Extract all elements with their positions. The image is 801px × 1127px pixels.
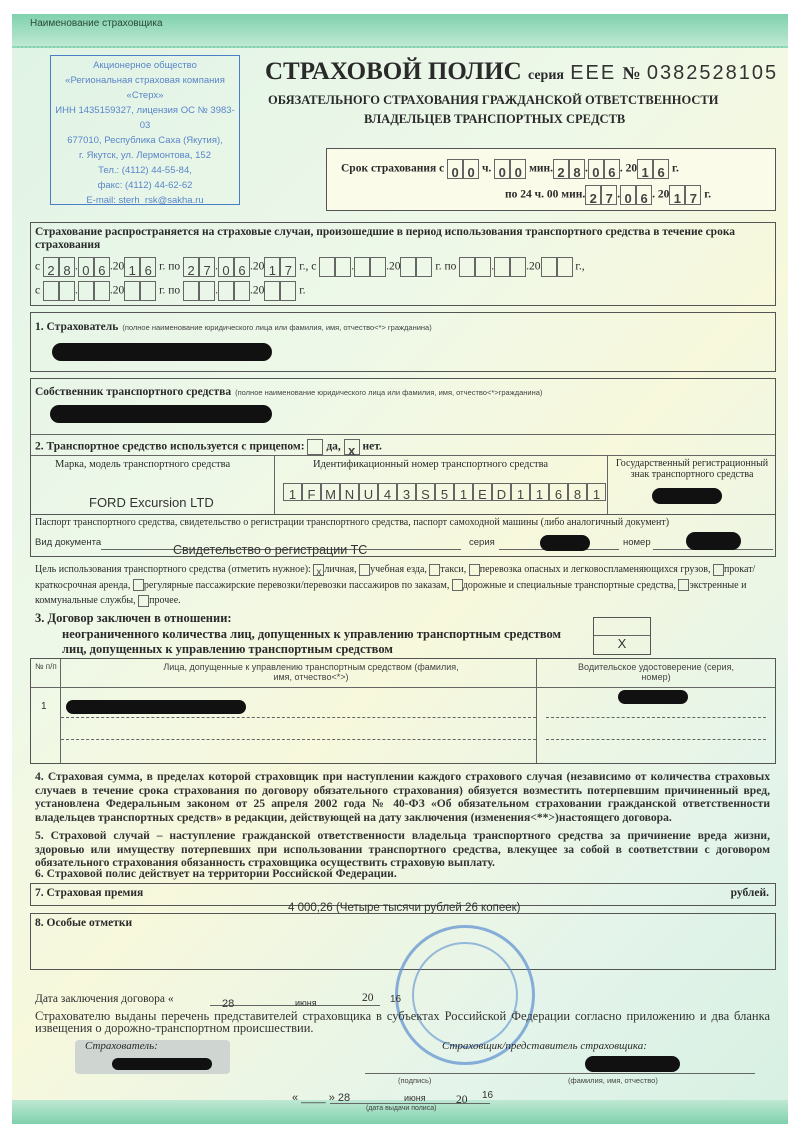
purpose-option: регулярные пассажирские перевозки/перевозки пассажиров по заказам, — [143, 579, 450, 591]
redacted-insured-signature — [112, 1058, 212, 1070]
issued-text: Страхователю выданы перечень представителей страховщика в субъектах Российской Федерации согласно приложению и два бланка извещения о дорожно-транспортном происшествии. — [35, 1009, 770, 1035]
stamp-line: г. Якутск, ул. Лермонтова, 152 — [79, 150, 211, 161]
clause-6: 6. Страховой полис действует на территории Российской Федерации. — [35, 867, 397, 880]
make-label: Марка, модель транспортного средства — [55, 459, 231, 470]
passport-box: Паспорт транспортного средства, свидетельство о регистрации транспортного средства, паспорт самоходной машины (либо аналогичный документ) Вид документа Свидетельство о регистрации ТС серия номер — [30, 515, 776, 557]
purpose-checkbox[interactable] — [469, 564, 480, 576]
redacted-owner — [50, 405, 272, 423]
clause-5: 5. Страховой случай – наступление гражданской ответственности владельца транспортного средства за причинение вреда жизни, здоровью или имуществу потерпевших при использовании транспортного средства, влекущее за собой в соответствии с договором обязательного страхования обязанность страховщика осуществить страховую выплату. — [35, 829, 770, 869]
redacted-driver — [66, 700, 246, 714]
purpose-option: дорожные и специальные транспортные средства, — [462, 579, 676, 591]
purpose-option: экстренные и коммунальные службы, — [35, 579, 747, 606]
owner-vehicle-box: Собственник транспортного средства (полное наименование юридического лица или фамилия, имя, отчество<*>гражданина) 2. Транспортное средство используется с прицепом: да, x нет. Марка, модель транспортного средства FORD Excursion LTD Идентификационный номер транспортного средства 1 F M N U 4 3 S 5 1 E D 1 1 6 8 1 Государственный регистрационный знак транспортного средства — [30, 378, 776, 515]
vin-char: 1 — [530, 483, 549, 501]
purpose-option: прокат/краткосрочная аренда, — [35, 564, 756, 591]
vin-char: 4 — [378, 483, 397, 501]
stamp-line: 677010, Республика Саха (Якутия), — [67, 135, 223, 146]
stamp-line: «Стерх» — [126, 90, 164, 101]
redacted-plate — [652, 488, 722, 504]
vin-char: N — [340, 483, 359, 501]
purpose-option: учебная езда, — [370, 564, 427, 575]
purpose-checkbox[interactable] — [133, 579, 144, 591]
vin-cells — [283, 483, 606, 501]
purpose-option: личная, — [324, 564, 357, 575]
vin-char: M — [321, 483, 340, 501]
vin-label: Идентификационный номер транспортного средства — [313, 459, 549, 470]
vin-char: U — [359, 483, 378, 501]
stamp-line: «Региональная страховая компания — [65, 75, 225, 86]
premium-value: 4 000,26 (Четыре тысячи рублей 26 копеек) — [288, 902, 521, 914]
redacted-number — [686, 532, 741, 550]
redacted-license — [618, 690, 688, 704]
purpose-checkbox[interactable] — [713, 564, 724, 576]
premium-box: 7. Страховая премия рублей. — [30, 883, 776, 906]
subtitle-1: ОБЯЗАТЕЛЬНОГО СТРАХОВАНИЯ ГРАЖДАНСКОЙ ОТВЕТСТВЕННОСТИ — [268, 93, 719, 107]
clause-4: 4. Страховая сумма, в пределах которой страховщик при наступлении каждого страхового случая (независимо от количества страховых случаев в течение срока страхования по договору обязательного страхования) обязуется возместить потерпевшим причиненный вред, установлена Федеральным законом от 25 апреля 2002 года № 40-ФЗ «Об обязательном страховании гражданской ответственности владельцев транспортных средств» в редакции, действующей на дату заключения (изменения<**>)настоящего договора. — [35, 770, 770, 824]
vin-char: 3 — [397, 483, 416, 501]
redacted-insured — [52, 343, 272, 361]
purpose-option: прочее. — [149, 595, 181, 606]
stamp-line: ИНН 1435159327, лицензия ОС № 3983-03 — [55, 105, 235, 131]
vehicle-make: FORD Excursion LTD — [89, 495, 214, 510]
policy-number: 0382528105 — [646, 62, 779, 84]
vin-char: 1 — [454, 483, 473, 501]
vin-char: 1 — [511, 483, 530, 501]
vin-char: 5 — [435, 483, 454, 501]
purpose-options: Цель использования транспортного средства (отметить нужное): x личная, учебная езда, такси, перевозка опасных и легковоспламеняющихся грузов, прокат/краткосрочная аренда, регулярные пассажирские перевозки/перевозки пассажиров по заказам, дорожные и специальные транспортные средства, экстренные и коммунальные службы, прочее. — [35, 564, 756, 606]
vin-char: E — [473, 483, 492, 501]
purpose-checkbox[interactable] — [452, 579, 463, 591]
policy-title: СТРАХОВОЙ ПОЛИС серия ЕЕЕ № 0382528105 — [265, 58, 779, 85]
vin-char: 6 — [549, 483, 568, 501]
stamp-line: E-mail: sterh_rsk@sakha.ru — [86, 195, 204, 206]
vin-char: F — [302, 483, 321, 501]
document-type: Свидетельство о регистрации ТС — [173, 543, 368, 557]
contract-checkbox[interactable]: X — [593, 617, 651, 655]
contract-date: Дата заключения договора « — [35, 993, 174, 1005]
stamp-line: Тел.: (4112) 44-55-84, — [98, 165, 192, 176]
term-box: Срок страхования с 0 0 ч. 0 0 мин. 2 8 . 0 6 . 20 1 6 г. по 24 ч. 00 мин. 2 7 . 0 6 . 20 1 7 г. — [326, 148, 776, 211]
purpose-checkbox[interactable] — [359, 564, 370, 576]
vin-char: 1 — [283, 483, 302, 501]
notes-box: 8. Особые отметки — [30, 913, 776, 970]
driver-row-number: 1 — [41, 701, 47, 712]
purpose-checkbox[interactable] — [429, 564, 440, 576]
purpose-checkbox[interactable] — [678, 579, 689, 591]
vin-char: S — [416, 483, 435, 501]
purpose-checkbox[interactable] — [138, 595, 149, 607]
stamp-line: Акционерное общество — [93, 60, 197, 71]
issue-date: « ____ » 28 — [292, 1092, 351, 1104]
subtitle-2: ВЛАДЕЛЬЦЕВ ТРАНСПОРТНЫХ СРЕДСТВ — [364, 112, 626, 126]
insured-box: 1. Страхователь (полное наименование юридического лица или фамилия, имя, отчество<*> гражданина) — [30, 312, 776, 372]
usage-period-box: Страхование распространяется на страховые случаи, произошедшие в период использования транспортного средства в течение срока страхования с 2 8 . 0 6 .20 1 6 г. по 2 7 . 0 6 .20 1 7 г., с . .20 г. по . .20 г., с . .20 г. по . .20 г. — [30, 222, 776, 306]
insurer-stamp — [50, 55, 240, 205]
drivers-table: № п/п Лица, допущенные к управлению транспортным средством (фамилия, имя, отчество<*>) Водительское удостоверение (серия, номер) 1 — [30, 658, 776, 764]
redacted-insurer-name — [585, 1056, 680, 1072]
stamp-line: факс: (4112) 44-62-62 — [97, 180, 193, 191]
purpose-checkbox[interactable]: x — [313, 564, 324, 576]
insurer-label: Наименование страховщика — [30, 18, 163, 29]
vin-char: 8 — [568, 483, 587, 501]
vin-char: D — [492, 483, 511, 501]
redacted-series — [540, 535, 590, 551]
purpose-option: перевозка опасных и легковоспламеняющихся грузов, — [479, 564, 711, 575]
purpose-option: такси, — [440, 564, 467, 575]
vin-char: 1 — [587, 483, 606, 501]
